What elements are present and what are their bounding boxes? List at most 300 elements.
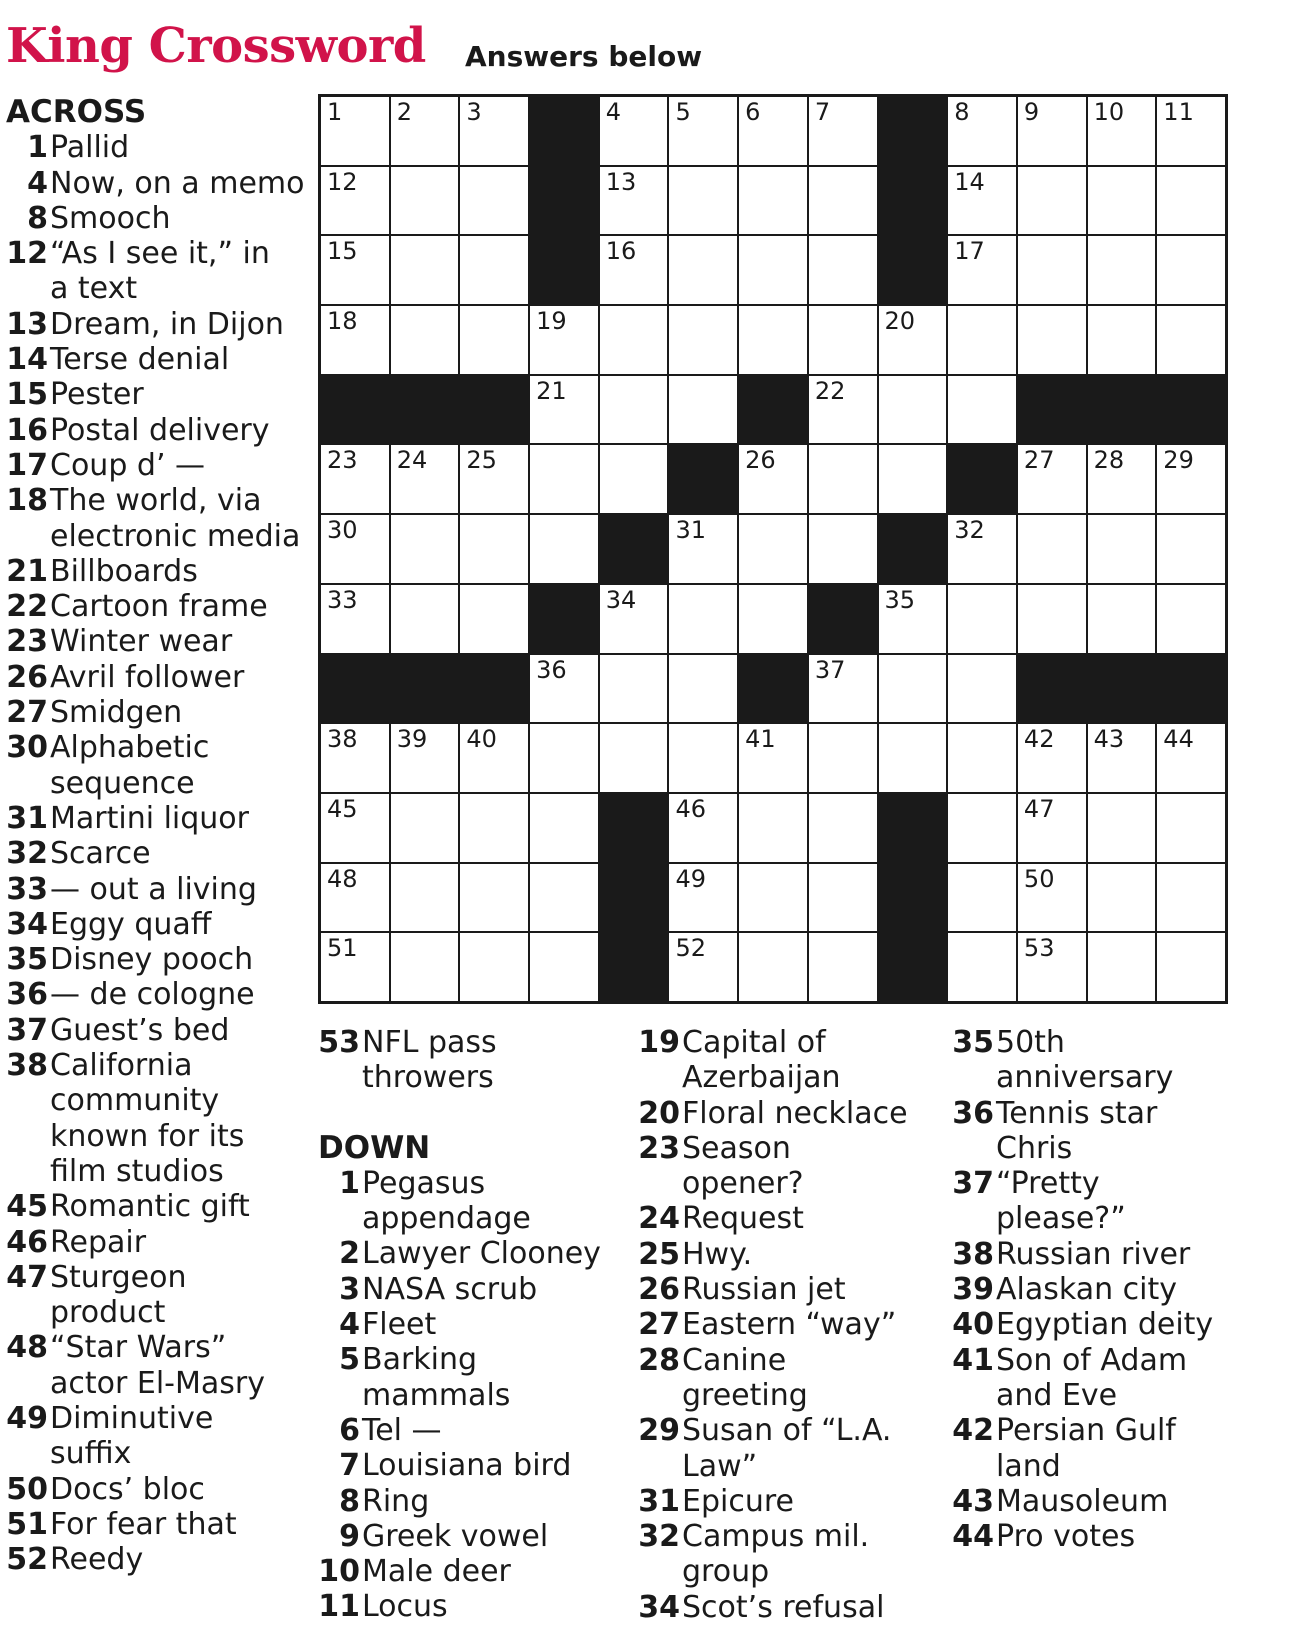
- grid-cell[interactable]: [391, 794, 459, 862]
- cell-number: 50: [1023, 864, 1055, 893]
- clue-text: [360, 1166, 628, 1237]
- down-clue: [318, 1554, 628, 1589]
- cell-number: 32: [954, 516, 985, 545]
- grid-cell[interactable]: [600, 585, 668, 653]
- black-square: [879, 236, 947, 304]
- grid-cell[interactable]: [1088, 236, 1156, 304]
- grid-cell[interactable]: [669, 515, 737, 583]
- grid-cell[interactable]: [321, 236, 389, 304]
- grid-cell[interactable]: [739, 306, 807, 374]
- clue-number: 31: [638, 1483, 680, 1519]
- clue-line: Eastern “way”: [682, 1307, 897, 1343]
- clue-line: Winter wear: [50, 624, 233, 660]
- clue-number: 31: [6, 800, 48, 836]
- clue-number: 10: [318, 1554, 360, 1590]
- cell-number: 15: [327, 237, 358, 266]
- grid-cell[interactable]: [600, 724, 668, 792]
- across-clue: [6, 1048, 306, 1189]
- clue-line: Request: [682, 1201, 804, 1237]
- clue-number: 26: [6, 659, 48, 695]
- grid-cell[interactable]: [460, 794, 528, 862]
- clue-number: 11: [318, 1589, 360, 1625]
- grid-cell[interactable]: [1157, 585, 1225, 653]
- grid-cell[interactable]: [948, 515, 1016, 583]
- grid-cell[interactable]: [879, 585, 947, 653]
- grid-cell[interactable]: [1088, 933, 1156, 1001]
- clue-line: Pegasus: [362, 1165, 486, 1201]
- cell-number: 27: [1023, 446, 1055, 475]
- clue-number: 1: [27, 130, 48, 166]
- cell-number: 22: [814, 376, 846, 405]
- across-clue: [6, 130, 306, 165]
- clue-line: California: [50, 1048, 193, 1084]
- clue-text: [48, 907, 306, 942]
- cell-number: 52: [675, 934, 706, 963]
- grid-cell[interactable]: [1018, 306, 1086, 374]
- clue-text: [360, 1484, 628, 1519]
- down-clue: [318, 1166, 628, 1237]
- grid-cell[interactable]: [879, 445, 947, 513]
- across-clue: [6, 942, 306, 977]
- grid-cell[interactable]: [600, 306, 668, 374]
- grid-cell[interactable]: [391, 167, 459, 235]
- grid-cell[interactable]: [1088, 445, 1156, 513]
- black-square: [1088, 655, 1156, 723]
- clue-number: 51: [6, 1506, 48, 1542]
- clue-line: Sturgeon: [50, 1259, 187, 1295]
- black-square: [669, 445, 737, 513]
- section-spacer: [318, 1096, 628, 1131]
- clue-line: Locus: [362, 1589, 448, 1625]
- grid-cell[interactable]: [669, 236, 737, 304]
- grid-cell[interactable]: [460, 445, 528, 513]
- across-clue: [6, 166, 306, 201]
- grid-cell[interactable]: [1088, 794, 1156, 862]
- clue-number: 35: [952, 1025, 994, 1060]
- clue-number: 2: [339, 1236, 360, 1272]
- cell-number: 35: [884, 585, 916, 614]
- grid-cell[interactable]: [1018, 167, 1086, 235]
- grid-cell[interactable]: [809, 236, 877, 304]
- grid-cell[interactable]: [809, 97, 877, 165]
- across-clue: [6, 236, 306, 307]
- black-square: [879, 167, 947, 235]
- grid-cell[interactable]: [460, 864, 528, 932]
- clue-text: [48, 342, 306, 377]
- grid-cell[interactable]: [321, 585, 389, 653]
- grid-cell[interactable]: [1018, 97, 1086, 165]
- cell-number: 38: [327, 725, 358, 754]
- grid-cell[interactable]: [809, 167, 877, 235]
- clue-line: NASA scrub: [362, 1271, 538, 1307]
- grid-cell[interactable]: [460, 167, 528, 235]
- grid-cell[interactable]: [739, 97, 807, 165]
- grid-cell[interactable]: [321, 97, 389, 165]
- grid-cell[interactable]: [460, 724, 528, 792]
- grid-cell[interactable]: [809, 724, 877, 792]
- clue-text: [680, 1096, 948, 1131]
- clue-number: 49: [6, 1400, 48, 1436]
- grid-cell[interactable]: [1157, 97, 1225, 165]
- clue-number: 34: [638, 1589, 680, 1625]
- clue-number: 26: [638, 1272, 680, 1308]
- clue-line: Terse denial: [50, 342, 230, 378]
- across-clue: [6, 872, 306, 907]
- grid-cell[interactable]: [1018, 794, 1086, 862]
- clue-line: throwers: [362, 1060, 494, 1096]
- clue-number: 44: [952, 1519, 994, 1555]
- clue-text: [48, 695, 306, 730]
- grid-cell[interactable]: [600, 655, 668, 723]
- cell-number: 29: [1163, 446, 1194, 475]
- cell-number: 2: [396, 98, 412, 126]
- grid-cell[interactable]: [530, 864, 598, 932]
- grid-cell[interactable]: [739, 724, 807, 792]
- across-clue: [6, 377, 306, 412]
- grid-cell[interactable]: [1018, 933, 1086, 1001]
- grid-cell[interactable]: [391, 724, 459, 792]
- grid-cell[interactable]: [948, 724, 1016, 792]
- clue-line: The world, via: [50, 483, 262, 519]
- clue-text: [48, 1401, 306, 1472]
- grid-cell[interactable]: [530, 655, 598, 723]
- grid-cell[interactable]: [948, 236, 1016, 304]
- clue-number: 42: [952, 1413, 994, 1449]
- clue-text: [360, 1554, 628, 1589]
- clue-text: [680, 1343, 948, 1414]
- grid-cell[interactable]: [321, 864, 389, 932]
- grid-cell[interactable]: [669, 306, 737, 374]
- clue-line: land: [996, 1448, 1061, 1484]
- grid-cell[interactable]: [391, 864, 459, 932]
- clue-text: [360, 1589, 628, 1624]
- grid-cell[interactable]: [530, 515, 598, 583]
- clue-number: 21: [6, 553, 48, 589]
- grid-cell[interactable]: [600, 97, 668, 165]
- down-clue: [952, 1484, 1262, 1519]
- across-clue: [318, 1025, 628, 1096]
- down-clue: [952, 1413, 1262, 1484]
- across-clue: [6, 977, 306, 1012]
- across-clue: [6, 1189, 306, 1224]
- grid-cell[interactable]: [1157, 445, 1225, 513]
- black-square: [321, 376, 389, 444]
- grid-cell[interactable]: [739, 585, 807, 653]
- grid-cell[interactable]: [600, 376, 668, 444]
- down-clue: [318, 1342, 628, 1413]
- grid-cell[interactable]: [669, 933, 737, 1001]
- clue-line: Susan of “L.A.: [682, 1413, 892, 1449]
- clue-line: NFL pass: [362, 1025, 497, 1060]
- grid-cell[interactable]: [391, 585, 459, 653]
- black-square: [948, 445, 1016, 513]
- grid-cell[interactable]: [809, 445, 877, 513]
- clue-number: 29: [638, 1413, 680, 1449]
- grid-cell[interactable]: [530, 376, 598, 444]
- across-clue: [6, 554, 306, 589]
- clue-text: [48, 1048, 306, 1189]
- grid-cell[interactable]: [809, 306, 877, 374]
- clue-line: appendage: [362, 1201, 531, 1237]
- grid-cell[interactable]: [1018, 585, 1086, 653]
- grid-cell[interactable]: [1088, 864, 1156, 932]
- cell-number: 10: [1093, 98, 1125, 126]
- down-clue: [318, 1272, 628, 1307]
- grid-cell[interactable]: [460, 585, 528, 653]
- grid-cell[interactable]: [809, 864, 877, 932]
- grid-cell[interactable]: [391, 236, 459, 304]
- down-clue: [638, 1025, 948, 1096]
- grid-cell[interactable]: [669, 97, 737, 165]
- grid-cell[interactable]: [948, 97, 1016, 165]
- across-clue: [6, 1542, 306, 1577]
- grid-cell[interactable]: [948, 376, 1016, 444]
- grid-cell[interactable]: [1018, 236, 1086, 304]
- grid-cell[interactable]: [321, 445, 389, 513]
- grid-cell[interactable]: [948, 933, 1016, 1001]
- grid-cell[interactable]: [879, 376, 947, 444]
- grid-cell[interactable]: [879, 655, 947, 723]
- cell-number: 42: [1023, 725, 1055, 754]
- grid-cell[interactable]: [669, 376, 737, 444]
- clue-number: 12: [6, 236, 48, 272]
- clue-text: [360, 1272, 628, 1307]
- down-clue: [638, 1590, 948, 1625]
- grid-cell[interactable]: [391, 515, 459, 583]
- grid-cell[interactable]: [809, 655, 877, 723]
- down-clue: [318, 1307, 628, 1342]
- grid-cell[interactable]: [460, 97, 528, 165]
- grid-cell[interactable]: [1018, 864, 1086, 932]
- clue-line: electronic media: [50, 518, 301, 554]
- clue-number: 36: [952, 1095, 994, 1131]
- clue-number: 23: [6, 624, 48, 660]
- clue-number: 6: [339, 1412, 360, 1448]
- grid-cell[interactable]: [1157, 724, 1225, 792]
- clue-line: Mausoleum: [996, 1483, 1169, 1519]
- clue-number: 45: [6, 1189, 48, 1225]
- grid-cell[interactable]: [530, 724, 598, 792]
- grid-cell[interactable]: [1018, 445, 1086, 513]
- clue-line: Hwy.: [682, 1236, 753, 1272]
- clue-text: [48, 377, 306, 412]
- clue-line: Smooch: [50, 200, 171, 236]
- cell-number: 1: [327, 98, 343, 126]
- grid-cell[interactable]: [1088, 306, 1156, 374]
- clue-line: product: [50, 1295, 166, 1331]
- clue-number: 19: [638, 1025, 680, 1060]
- cell-number: 53: [1023, 934, 1055, 963]
- crossword-grid: [318, 94, 1228, 1004]
- grid-cell[interactable]: [530, 794, 598, 862]
- clue-text: [360, 1342, 628, 1413]
- grid-cell[interactable]: [739, 794, 807, 862]
- clue-line: Repair: [50, 1224, 147, 1260]
- clue-line: Pester: [50, 377, 144, 413]
- grid-cell[interactable]: [879, 306, 947, 374]
- black-square: [1157, 376, 1225, 444]
- grid-cell[interactable]: [1157, 794, 1225, 862]
- grid-cell[interactable]: [391, 445, 459, 513]
- grid-cell[interactable]: [669, 724, 737, 792]
- grid-cell[interactable]: [321, 933, 389, 1001]
- grid-cell[interactable]: [1018, 515, 1086, 583]
- clue-line: Tennis star: [996, 1095, 1158, 1131]
- grid-cell[interactable]: [460, 236, 528, 304]
- grid-cell[interactable]: [530, 933, 598, 1001]
- clue-number: 48: [6, 1330, 48, 1366]
- clue-number: 36: [6, 977, 48, 1013]
- down-heading: DOWN: [318, 1129, 431, 1166]
- clue-number: 50: [6, 1471, 48, 1507]
- clue-text: [48, 307, 306, 342]
- black-square: [391, 655, 459, 723]
- clue-text: [680, 1413, 948, 1484]
- cell-number: 31: [675, 516, 706, 545]
- grid-cell[interactable]: [669, 864, 737, 932]
- down-clue: [318, 1448, 628, 1483]
- grid-cell[interactable]: [1088, 724, 1156, 792]
- grid-cell[interactable]: [809, 933, 877, 1001]
- clue-text: [994, 1307, 1262, 1342]
- grid-cell[interactable]: [739, 933, 807, 1001]
- clue-line: Guest’s bed: [50, 1012, 230, 1048]
- clue-line: Male deer: [362, 1554, 511, 1590]
- grid-cell[interactable]: [879, 724, 947, 792]
- grid-cell[interactable]: [530, 306, 598, 374]
- clue-line: Capital of: [682, 1025, 826, 1060]
- grid-cell[interactable]: [1018, 724, 1086, 792]
- clue-line: Egyptian deity: [996, 1307, 1214, 1343]
- cell-number: 40: [466, 725, 497, 754]
- cell-number: 24: [396, 446, 428, 475]
- grid-cell[interactable]: [1157, 515, 1225, 583]
- grid-cell[interactable]: [948, 864, 1016, 932]
- clue-line: Disney pooch: [50, 942, 254, 978]
- grid-cell[interactable]: [391, 97, 459, 165]
- clue-text: [360, 1307, 628, 1342]
- grid-cell[interactable]: [809, 376, 877, 444]
- down-clues-column-2: [638, 1025, 948, 1625]
- cell-number: 33: [327, 585, 358, 614]
- clue-text: [48, 1507, 306, 1542]
- clue-text: [48, 942, 306, 977]
- grid-cell[interactable]: [321, 794, 389, 862]
- grid-cell[interactable]: [669, 167, 737, 235]
- across-clue: [6, 413, 306, 448]
- grid-cell[interactable]: [600, 167, 668, 235]
- grid-cell[interactable]: [1157, 306, 1225, 374]
- grid-cell[interactable]: [1088, 97, 1156, 165]
- clue-number: 32: [6, 836, 48, 872]
- grid-cell[interactable]: [739, 445, 807, 513]
- grid-cell[interactable]: [321, 167, 389, 235]
- black-square: [879, 864, 947, 932]
- clue-line: known for its: [50, 1118, 245, 1154]
- clue-text: [48, 1225, 306, 1260]
- grid-cell[interactable]: [1157, 236, 1225, 304]
- grid-cell[interactable]: [809, 794, 877, 862]
- clue-number: 9: [339, 1518, 360, 1554]
- grid-cell[interactable]: [321, 515, 389, 583]
- grid-cell[interactable]: [739, 236, 807, 304]
- across-clue: [6, 660, 306, 695]
- grid-cell[interactable]: [948, 794, 1016, 862]
- clue-number: 32: [638, 1519, 680, 1555]
- grid-cell[interactable]: [391, 306, 459, 374]
- grid-cell[interactable]: [739, 864, 807, 932]
- clue-line: Law”: [682, 1448, 758, 1484]
- grid-cell[interactable]: [1088, 167, 1156, 235]
- clue-line: suffix: [50, 1436, 132, 1472]
- grid-cell[interactable]: [321, 724, 389, 792]
- grid-cell[interactable]: [1157, 864, 1225, 932]
- grid-cell[interactable]: [1157, 167, 1225, 235]
- grid-cell[interactable]: [809, 515, 877, 583]
- clue-number: 43: [952, 1483, 994, 1519]
- grid-cell[interactable]: [600, 236, 668, 304]
- clue-line: Floral necklace: [682, 1095, 908, 1131]
- clue-line: community: [50, 1083, 220, 1119]
- black-square: [1018, 376, 1086, 444]
- grid-cell[interactable]: [669, 794, 737, 862]
- grid-cell[interactable]: [460, 306, 528, 374]
- grid-cell[interactable]: [669, 655, 737, 723]
- clue-line: Now, on a memo: [50, 165, 305, 201]
- clue-number: 15: [6, 377, 48, 413]
- clue-text: [48, 801, 306, 836]
- black-square: [739, 376, 807, 444]
- grid-cell[interactable]: [530, 445, 598, 513]
- grid-cell[interactable]: [948, 306, 1016, 374]
- cell-number: 36: [536, 655, 567, 684]
- cell-number: 6: [745, 98, 761, 126]
- grid-cell[interactable]: [391, 933, 459, 1001]
- down-clue: [318, 1519, 628, 1554]
- grid-cell[interactable]: [1157, 933, 1225, 1001]
- grid-cell[interactable]: [739, 515, 807, 583]
- grid-cell[interactable]: [460, 515, 528, 583]
- cell-number: 47: [1023, 794, 1055, 823]
- grid-cell[interactable]: [739, 167, 807, 235]
- clue-number: 7: [339, 1448, 360, 1484]
- clue-line: Chris: [996, 1130, 1073, 1166]
- grid-cell[interactable]: [321, 306, 389, 374]
- cell-number: 28: [1093, 446, 1125, 475]
- down-clue: [638, 1307, 948, 1342]
- grid-cell[interactable]: [600, 445, 668, 513]
- cell-number: 37: [814, 655, 846, 684]
- grid-cell[interactable]: [1088, 585, 1156, 653]
- across-clue: [6, 624, 306, 659]
- grid-cell[interactable]: [669, 585, 737, 653]
- cell-number: 23: [327, 446, 358, 475]
- clue-line: Campus mil.: [682, 1519, 870, 1555]
- clue-text: [360, 1236, 628, 1271]
- grid-cell[interactable]: [948, 167, 1016, 235]
- clue-text: [48, 977, 306, 1012]
- grid-cell[interactable]: [460, 933, 528, 1001]
- clue-text: [48, 1013, 306, 1048]
- black-square: [879, 97, 947, 165]
- down-clue: [638, 1201, 948, 1236]
- clue-line: Season: [682, 1130, 791, 1166]
- grid-cell[interactable]: [948, 655, 1016, 723]
- grid-cell[interactable]: [1088, 515, 1156, 583]
- cell-number: 8: [954, 98, 970, 126]
- grid-cell[interactable]: [948, 585, 1016, 653]
- clue-text: [48, 201, 306, 236]
